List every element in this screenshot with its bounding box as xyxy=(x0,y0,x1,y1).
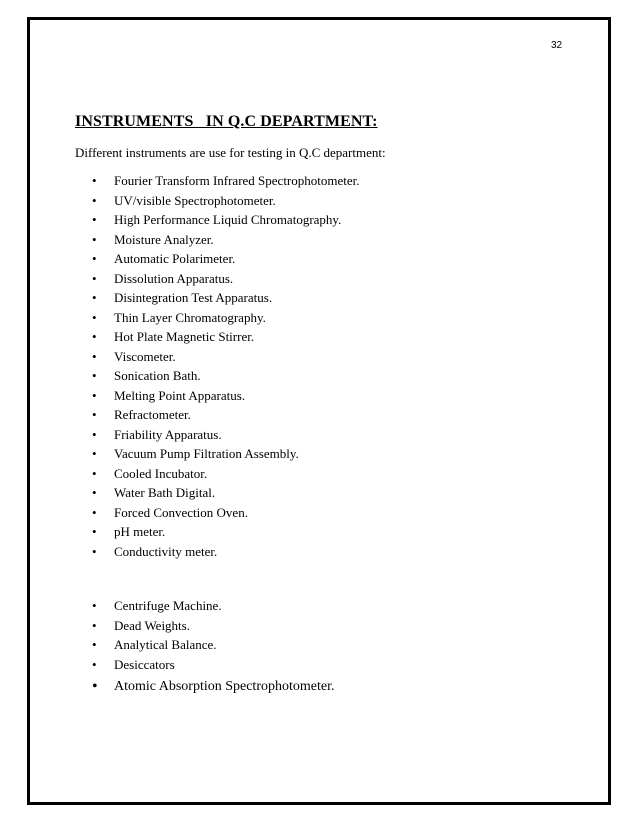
list-item-text: Viscometer. xyxy=(114,348,176,364)
list-item xyxy=(92,308,360,328)
list-item-text: Sonication Bath. xyxy=(114,368,201,383)
bullet-icon: • xyxy=(92,173,97,188)
list-item-text: Desiccators xyxy=(114,656,175,672)
list-item-text: Thin Layer Chromatography. xyxy=(114,309,266,325)
bullet-icon: • xyxy=(92,485,97,500)
bullet-icon: • xyxy=(92,465,97,481)
list-item xyxy=(92,655,222,675)
list-item-text: Fourier Transform Infrared Spectrophotometer. xyxy=(114,173,360,188)
list-item xyxy=(92,405,360,425)
list-item-text: UV/visible Spectrophotometer. xyxy=(114,192,276,208)
list-item-text: Friability Apparatus. xyxy=(114,426,222,442)
list-item xyxy=(92,210,360,230)
instrument-list-main xyxy=(92,171,360,561)
list-item xyxy=(92,676,334,698)
page-number: 32 xyxy=(551,40,563,51)
section-heading: INSTRUMENTS IN Q.C DEPARTMENT: xyxy=(75,113,378,130)
list-item xyxy=(92,386,360,406)
list-item-text: pH meter. xyxy=(114,524,166,539)
bullet-icon: • xyxy=(92,251,97,266)
bullet-icon: • xyxy=(92,426,97,442)
list-item-text: Hot Plate Magnetic Stirrer. xyxy=(114,329,255,344)
bullet-icon: • xyxy=(92,387,97,403)
list-item-text: Dead Weights. xyxy=(114,617,190,633)
bullet-icon: • xyxy=(92,290,97,305)
list-item xyxy=(92,366,360,386)
list-item xyxy=(92,191,360,211)
list-item-text: Disintegration Test Apparatus. xyxy=(114,290,273,305)
bullet-icon: • xyxy=(92,192,97,208)
list-item-text: Forced Convection Oven. xyxy=(114,504,248,520)
list-item xyxy=(92,635,222,655)
list-item xyxy=(92,444,360,464)
list-item xyxy=(92,542,360,562)
list-item-text: Dissolution Apparatus. xyxy=(114,270,234,286)
list-item-text: Refractometer. xyxy=(114,407,191,422)
list-item-text: High Performance Liquid Chromatography. xyxy=(114,212,342,227)
list-item-text: Centrifuge Machine. xyxy=(114,598,222,613)
bullet-icon: • xyxy=(92,598,97,613)
bullet-icon: • xyxy=(92,231,97,247)
list-item xyxy=(92,171,360,191)
bullet-icon: • xyxy=(92,212,97,227)
instrument-list-final xyxy=(92,676,334,698)
list-item-text: Automatic Polarimeter. xyxy=(114,251,236,266)
list-item-text: Vacuum Pump Filtration Assembly. xyxy=(114,446,299,461)
bullet-icon: • xyxy=(92,368,97,383)
bullet-icon: • xyxy=(92,329,97,344)
list-item-text: Cooled Incubator. xyxy=(114,465,208,481)
list-item xyxy=(92,269,360,289)
list-item-text: Water Bath Digital. xyxy=(114,485,216,500)
bullet-icon: • xyxy=(92,617,97,633)
intro-text: Different instruments are use for testing in Q.C department: xyxy=(75,145,386,160)
bullet-icon: • xyxy=(92,407,97,422)
list-item xyxy=(92,483,360,503)
list-item xyxy=(92,616,222,636)
list-item xyxy=(92,327,360,347)
bullet-icon: • xyxy=(92,504,97,520)
list-item xyxy=(92,464,360,484)
list-item xyxy=(92,596,222,616)
bullet-icon: • xyxy=(92,543,97,559)
list-item xyxy=(92,230,360,250)
list-item-text: Analytical Balance. xyxy=(114,637,217,652)
bullet-icon: • xyxy=(92,348,97,364)
bullet-icon: • xyxy=(92,446,97,461)
bullet-icon: • xyxy=(92,270,97,286)
list-item xyxy=(92,425,360,445)
bullet-icon: • xyxy=(92,678,98,695)
bullet-icon: • xyxy=(92,524,97,539)
list-item-text: Moisture Analyzer. xyxy=(114,231,214,247)
bullet-icon: • xyxy=(92,309,97,325)
bullet-icon: • xyxy=(92,637,97,652)
list-item-text: Conductivity meter. xyxy=(114,543,218,559)
list-item-text: Atomic Absorption Spectrophotometer. xyxy=(114,679,335,694)
list-item xyxy=(92,503,360,523)
list-item xyxy=(92,288,360,308)
list-item xyxy=(92,249,360,269)
bullet-icon: • xyxy=(92,656,97,672)
list-item xyxy=(92,522,360,542)
list-item-text: Melting Point Apparatus. xyxy=(114,387,246,403)
instrument-list-secondary xyxy=(92,596,222,674)
list-item xyxy=(92,347,360,367)
